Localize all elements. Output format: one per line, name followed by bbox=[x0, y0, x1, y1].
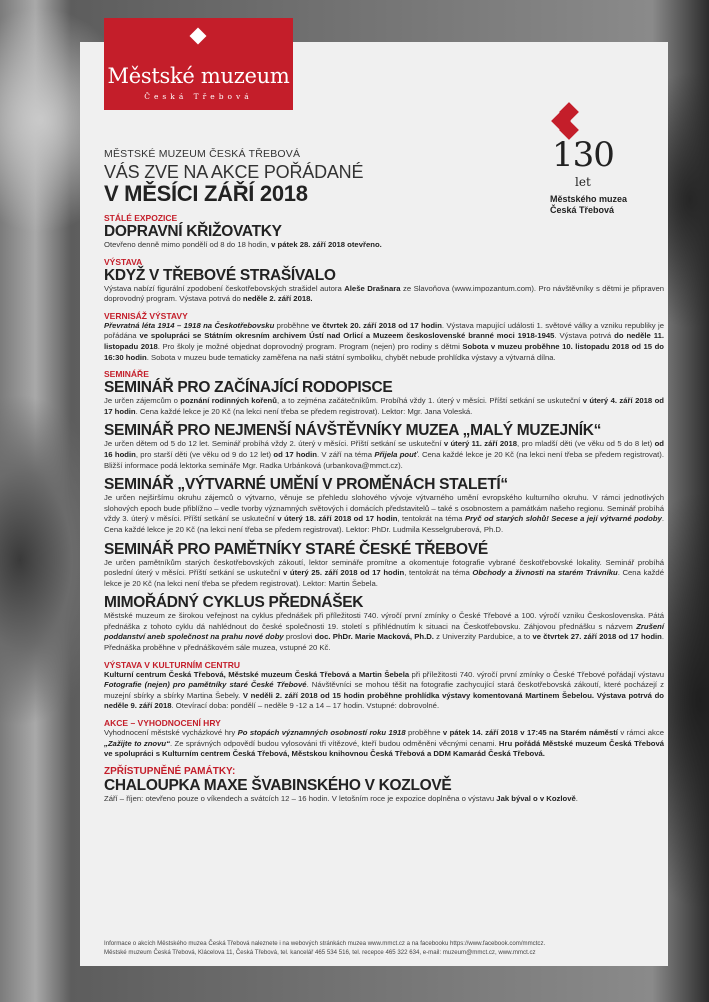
section-title: SEMINÁŘ PRO PAMĚTNÍKY STARÉ ČESKÉ TŘEBOVÉ bbox=[104, 540, 488, 558]
category-label: ZPŘÍSTUPNĚNÉ PAMÁTKY: bbox=[104, 765, 236, 777]
section-text: Městské muzeum ze širokou veřejnost na cyklus přednášek při příležitosti 740. výročí první zmínky o České Třebové a 100. výročí vzniku Československa. Pátá přednáška z tohoto cyklu dá nahlédnout do české společnosti 19. století s přihlédnutím k situaci na Českotřebovsku. Záhjovou přednášku s názvem Zrušení poddanství aneb společnost na prahu nové doby proslovi doc. PhDr. Marie Macková, Ph.D. z Univerzity Pardubice, a to ve čtvrtek 27. září 2018 od 17 hodin. Přednáška proběhne v přednáškovém sále muzea, vstupné 20 Kč. bbox=[104, 611, 665, 653]
category-label: VERNISÁŽ VÝSTAVY bbox=[104, 310, 188, 321]
section-text: Je určen nejširšímu okruhu zájemců o výtvarno, věnuje se přehledu slohového vývoje výtvarného umění evropského kulturního okruhu. V rámci jednotlivých slohových epoch bude přiblížno – vedle tvorby významných světových i domácích představitelů – také s osobnostem a památkám našeho regionu. Seminář probíhá vždy 3. úterý v měsíci. Příští setkání se uskuteční v úterý 18. září 2018 od 17 hodin, tentokrát na téma Pryč od starých slohů! Secese a její výtvarné podoby. Cena každé lekce je 20 Kč (na lekci není třeba se předem registrovat). Lektor: PhDr. Ludmila Kesselgruberová, Ph.D. bbox=[104, 493, 664, 534]
intro-line-1: MĚSTSKÉ MUZEUM ČESKÁ TŘEBOVÁ bbox=[104, 148, 301, 160]
category-label: AKCE – VYHODNOCENÍ HRY bbox=[104, 718, 221, 729]
section-text: Výstava nabízí figurální zpodobení českotřebovských strašidel autora Aleše Drašnara ze Slavoňova (www.impozantum.com). Pro návštěvníky s dětmi je připraven doprovodný program. Výstava potrvá do neděle 2. září 2018. bbox=[104, 283, 665, 304]
anniversary-caption-2: Česká Třebová bbox=[550, 205, 615, 215]
section-title: DOPRAVNÍ KŘIŽOVATKY bbox=[104, 223, 282, 240]
section-title: CHALOUPKA MAXE ŠVABINSKÉHO V KOZLOVĚ bbox=[104, 776, 452, 794]
section-title: MIMOŘÁDNÝ CYKLUS PŘEDNÁŠEK bbox=[104, 594, 364, 612]
footer-line-2: Městské muzeum Česká Třebová, Klácelova 11, Česká Třebová, tel. kancelář 465 534 516, tel. recepce 465 322 634, e-mail: muzeum@mmct.cz, www.mmct.cz bbox=[104, 948, 536, 956]
section-text: Otevřeno denně mimo pondělí od 8 do 18 hodin, v pátek 28. září 2018 otevřeno. bbox=[104, 240, 382, 249]
section-text: Je určen dětem od 5 do 12 let. Seminář probíhá vždy 2. úterý v měsíci. Příští setkání se uskuteční v úterý 11. září 2018, pro mladší děti (ve věku od 5 do 8 let) od 16 hodin, pro starší děti (ve věku od 9 do 12 let) od 17 hodin. V září na téma Přijela pouť. Cena každé lekce je 20 Kč (na lekci není třeba se předem registrovat). Bližší informace podá lektorka semináře Mgr. Radka Urbánková (urbankova@mmct.cz). bbox=[104, 439, 665, 470]
footer bbox=[104, 940, 664, 957]
events-content bbox=[104, 148, 664, 804]
category-label: STÁLÉ EXPOZICE bbox=[104, 213, 178, 223]
section-text: Vyhodnocení městské vycházkové hry Po stopách významných osobností roku 1918 proběhne v pátek 14. září 2018 v 17:45 na Starém náměstí v rámci akce „Zažijte to znovu“. Ze správných odpovědí budou vylosováni tři vítězové, kteří budou odměněni věcnými cenami. Hru pořádá Městské muzeum Česká Třebová ve spolupráci s Kulturním centrem Česká Třebová, Městskou knihovnou Česká Třebová a DDM Kamarád Česká Třebová. bbox=[104, 728, 665, 759]
section-text: Je určen pamětníkům starých českotřebovských zákoutí, lektor semináře promítne a okomentuje fotografie vybrané českotřebovské lokality. Seminář probíhá poslední úterý v měsíci. Příští setkání se uskuteční v úterý 25. září 2018 od 17 hodin, tentokrát na téma Obchody a živnosti na starém Trávníku. Cena každé lekce je 20 Kč (na lekci není třeba se předem registrovat). Lektor: Martin Šebela. bbox=[104, 557, 664, 588]
section-title: SEMINÁŘ PRO NEJMENŠÍ NÁVŠTĚVNÍKY MUZEA „MALÝ MUZEJNÍK“ bbox=[104, 422, 602, 440]
section-title: KDYŽ V TŘEBOVÉ STRAŠÍVALO bbox=[104, 266, 336, 284]
section-text: Převratná léta 1914 – 1918 na Českotřebovsku proběhne ve čtvrtek 20. září 2018 od 17 hodin. Výstava mapující události 1. světové války a vzniku republiky je pořádána ve spolupráci se Státním okresním archivem Ústí nad Orlicí a Muzeem československé branné moci 1918-1945. Výstava potrvá do neděle 11. listopadu 2018. Pro školy je možné objednat doprovodný program. Program (nejen) pro rodiny s dětmi Sobota v muzeu proběhne 10. listopadu 2018 od 15 do 16:30 hodin. Sobota v muzeu bude tematicky zaměřena na naši státní symboliku, chybět nebude prohlídka výstavy a výtvarná dílna. bbox=[104, 320, 665, 362]
section-text: Kulturní centrum Česká Třebová, Městské muzeum Česká Třebová a Martin Šebela při příležitosti 740. výročí první zmínky o České Třebové pořádají výstavu Fotografie (nejen) pro pamětníky staré České Třebové. Návštěvníci se mohou těšit na fotografie zachycující stará českotřebovská zákoutí, které pocházejí z muzejní sbírky a sbírky Martina Šebely. V neděli 2. září 2018 od 15 hodin proběhne prohlídka výstavy komentovaná Martinem Šebelou. Výstava potrvá do neděle 9. září 2018. Otevírací doba: pondělí – neděle 9 -12 a 14 – 17 hodin. Vstupné: dobrovolné. bbox=[104, 669, 665, 711]
page-title: V MĚSÍCI ZÁŘÍ 2018 bbox=[104, 181, 308, 206]
museum-logo bbox=[104, 18, 293, 110]
section-title: SEMINÁŘ PRO ZAČÍNAJÍCÍ RODOPISCE bbox=[104, 379, 393, 397]
category-label: SEMINÁŘE bbox=[104, 369, 149, 380]
anniversary-unit: let bbox=[575, 175, 591, 189]
intro-line-2: VÁS ZVE NA AKCE POŘÁDANÉ bbox=[104, 162, 364, 182]
section-title: SEMINÁŘ „VÝTVARNÉ UMĚNÍ V PROMĚNÁCH STALETÍ“ bbox=[104, 476, 508, 494]
diamond-icon bbox=[190, 28, 207, 45]
section-text: Září – říjen: otevřeno pouze o víkendech a svátcích 12 – 16 hodin. V letošním roce je expozice doplněna o výstavu Jak býval o v Kozlově. bbox=[104, 793, 578, 803]
anniversary-number: 130 bbox=[552, 135, 614, 175]
section-text: Je určen zájemcům o poznání rodinných kořenů, a to zejména začátečníkům. Probíhá vždy 1. úterý v měsíci. Příští setkání se uskuteční v úterý 4. září 2018 od 17 hodin. Cena každé lekce je 20 Kč (na lekci není třeba se předem registrovat). Lektor: Mgr. Jana Voleská. bbox=[104, 396, 664, 416]
anniversary-caption-1: Městského muzea bbox=[550, 194, 628, 204]
category-label: VÝSTAVA bbox=[104, 256, 143, 267]
logo-subtitle: Česká Třebová bbox=[144, 92, 253, 101]
footer-line-1: Informace o akcích Městského muzea Česká Třebová naleznete i na webových stránkách muzea www.mmct.cz a na facebooku https://www.facebook.com/mmctcz. bbox=[104, 940, 546, 947]
logo-name: Městské muzeum bbox=[107, 64, 290, 88]
category-label: VÝSTAVA V KULTURNÍM CENTRU bbox=[104, 659, 240, 670]
